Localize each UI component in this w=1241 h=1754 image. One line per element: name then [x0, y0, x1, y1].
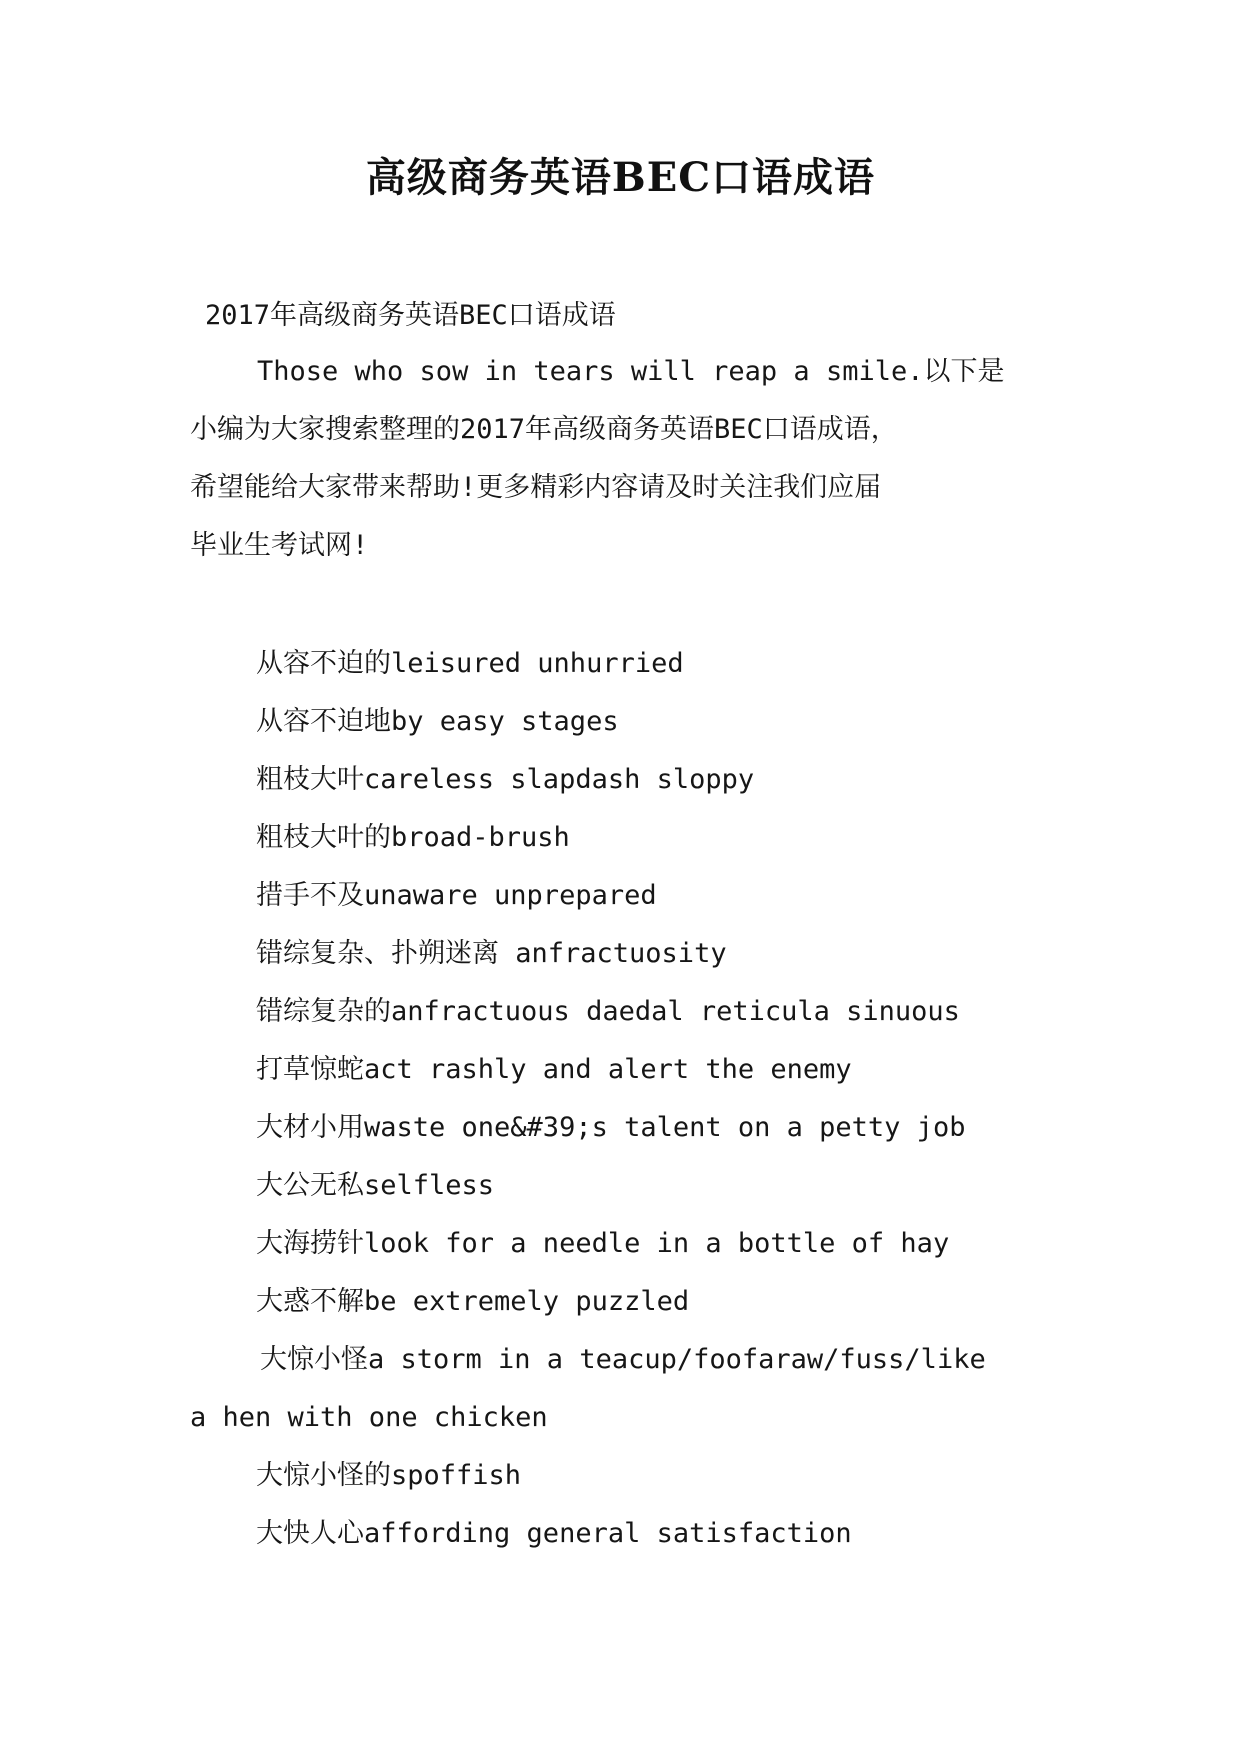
idiom-item: 错综复杂、扑朔迷离 anfractuosity — [256, 938, 727, 969]
idiom-item: 粗枝大叶careless slapdash sloppy — [256, 764, 755, 795]
idiom-item-continuation: a hen with one chicken — [190, 1402, 548, 1433]
intro-line: 小编为大家搜索整理的2017年高级商务英语BEC口语成语， — [190, 414, 898, 445]
idiom-item: 从容不迫地by easy stages — [256, 706, 619, 737]
idiom-item: 打草惊蛇act rashly and alert the enemy — [256, 1054, 852, 1085]
document-title: 高级商务英语BEC口语成语 — [365, 154, 876, 201]
intro-line: 毕业生考试网! — [190, 530, 369, 561]
idiom-item: 大惊小怪a storm in a teacup/foofaraw/fuss/like — [260, 1344, 986, 1375]
idiom-item: 大惊小怪的spoffish — [256, 1460, 522, 1491]
idiom-item: 错综复杂的anfractuous daedal reticula sinuous — [256, 996, 960, 1027]
document-subtitle: 2017年高级商务英语BEC口语成语 — [205, 300, 616, 331]
idiom-item: 大公无私selfless — [256, 1170, 495, 1201]
idiom-item: 大材小用waste one&#39;s talent on a petty job — [256, 1112, 966, 1143]
intro-line: Those who sow in tears will reap a smile.以下是 — [257, 356, 1005, 387]
idiom-item: 从容不迫的leisured unhurried — [256, 648, 684, 679]
idiom-item: 大快人心affording general satisfaction — [256, 1518, 852, 1549]
idiom-list — [190, 644, 1076, 1572]
idiom-item: 措手不及unaware unprepared — [256, 880, 657, 911]
intro-line: 希望能给大家带来帮助!更多精彩内容请及时关注我们应届 — [190, 472, 882, 503]
idiom-item: 粗枝大叶的broad-brush — [256, 822, 570, 853]
intro-paragraph — [190, 352, 1050, 584]
idiom-item: 大惑不解be extremely puzzled — [256, 1286, 690, 1317]
idiom-item: 大海捞针look for a needle in a bottle of hay — [256, 1228, 950, 1259]
